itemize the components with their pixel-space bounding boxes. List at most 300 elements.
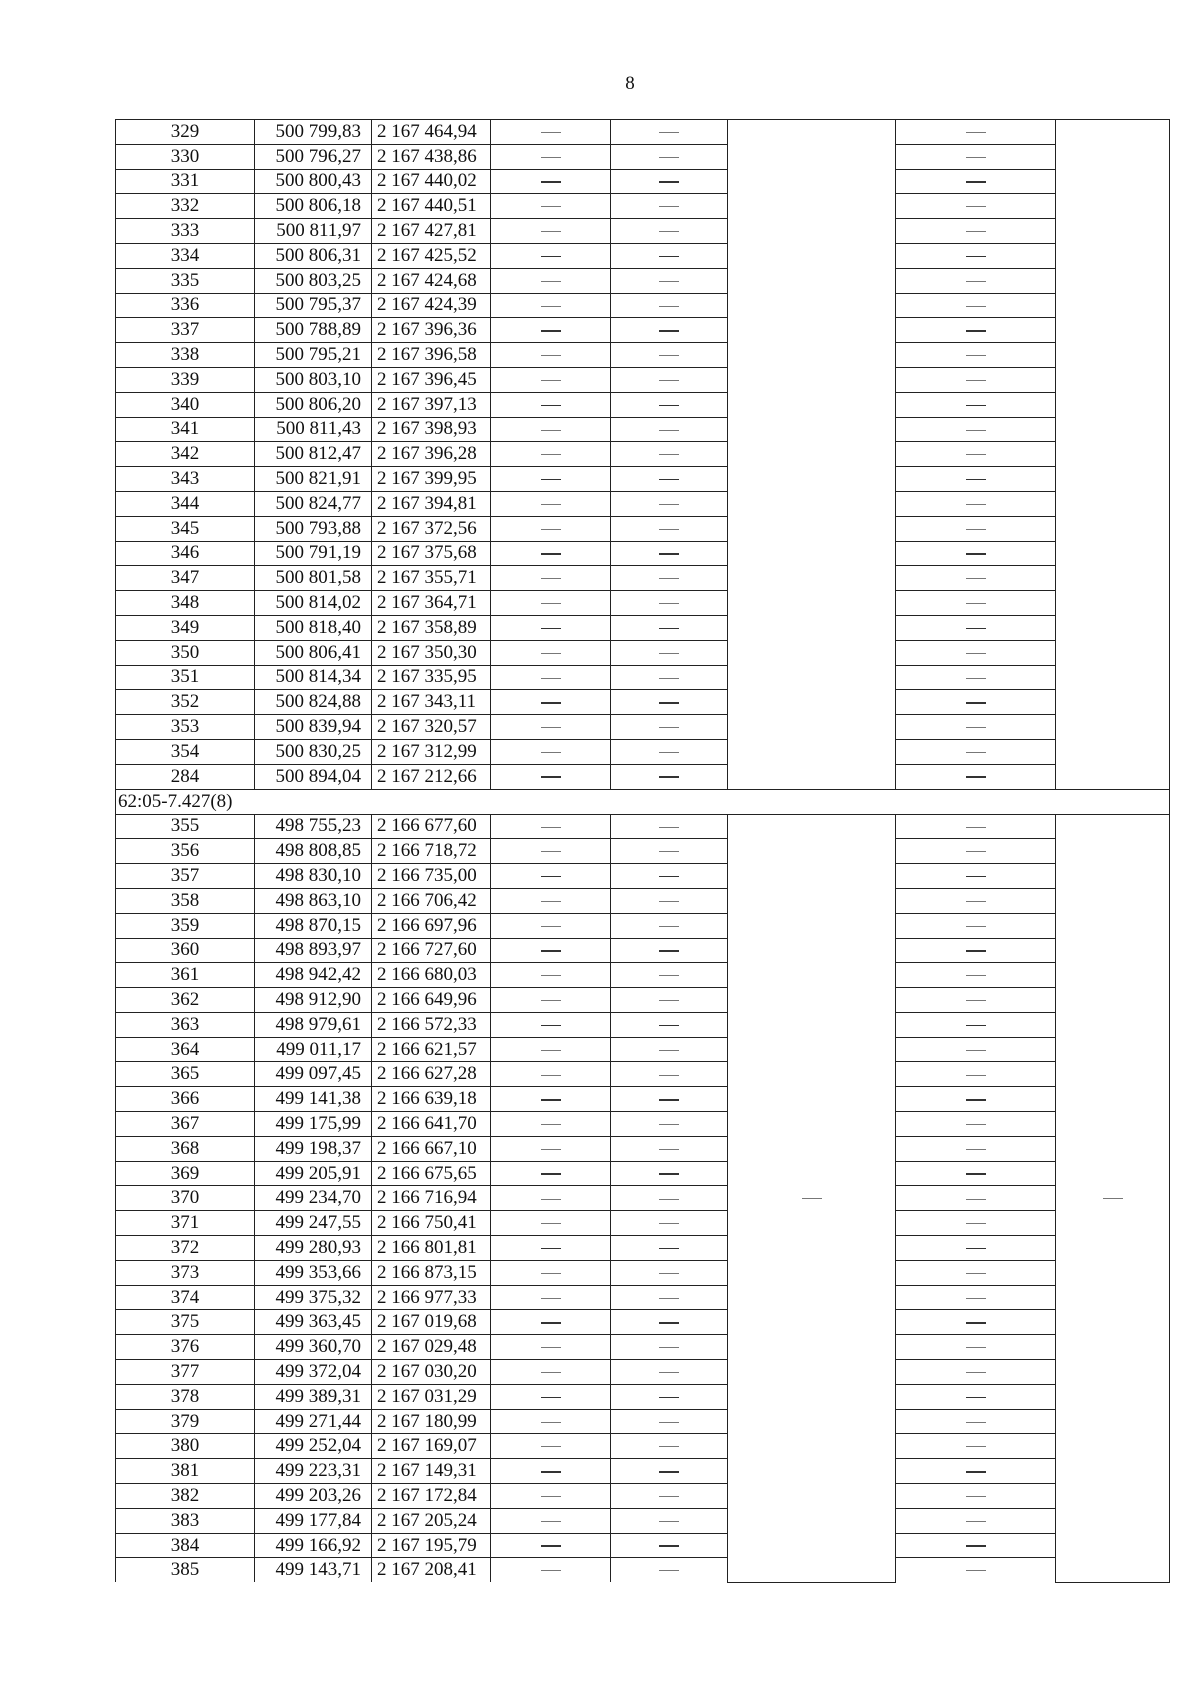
dash-mark	[541, 206, 561, 207]
dash-mark	[541, 1248, 561, 1250]
dash-cell	[611, 1384, 728, 1409]
dash-mark	[659, 901, 679, 902]
dash-cell	[491, 194, 611, 219]
dash-mark	[966, 603, 986, 604]
dash-mark	[541, 1496, 561, 1497]
dash-mark	[541, 603, 561, 604]
point-number-cell: 364	[116, 1037, 255, 1062]
dash-cell	[611, 1012, 728, 1037]
y-coordinate-cell: 2 167 019,68	[372, 1310, 491, 1335]
dash-mark	[966, 504, 986, 505]
dash-mark	[659, 553, 679, 555]
point-number-cell: 337	[116, 318, 255, 343]
dash-mark	[659, 1521, 679, 1522]
dash-cell	[611, 1484, 728, 1509]
x-coordinate-cell: 499 205,91	[255, 1161, 372, 1186]
dash-cell	[491, 1558, 611, 1582]
point-number-cell: 284	[116, 764, 255, 789]
dash-mark	[659, 1322, 679, 1324]
point-number-cell: 360	[116, 938, 255, 963]
dash-cell	[491, 591, 611, 616]
dash-mark	[966, 306, 986, 307]
dash-mark	[659, 1446, 679, 1447]
y-coordinate-cell: 2 167 464,94	[372, 120, 491, 145]
x-coordinate-cell: 499 353,66	[255, 1260, 372, 1285]
dash-mark	[966, 1422, 986, 1423]
y-coordinate-cell: 2 166 716,94	[372, 1186, 491, 1211]
dash-cell	[896, 367, 1056, 392]
dash-mark	[541, 1199, 561, 1200]
y-coordinate-cell: 2 167 364,71	[372, 591, 491, 616]
dash-cell	[896, 392, 1056, 417]
dash-cell	[491, 1409, 611, 1434]
table-row	[116, 392, 1170, 417]
dash-cell	[896, 268, 1056, 293]
dash-cell	[611, 839, 728, 864]
table-row	[116, 715, 1170, 740]
x-coordinate-cell: 499 375,32	[255, 1285, 372, 1310]
dash-mark	[541, 256, 561, 258]
point-number-cell: 361	[116, 963, 255, 988]
dash-cell	[611, 541, 728, 566]
table-row	[116, 541, 1170, 566]
dash-mark	[966, 1173, 986, 1175]
y-coordinate-cell: 2 167 427,81	[372, 219, 491, 244]
dash-cell	[491, 739, 611, 764]
dash-cell	[611, 715, 728, 740]
y-coordinate-cell: 2 166 627,28	[372, 1062, 491, 1087]
y-coordinate-cell: 2 167 396,36	[372, 318, 491, 343]
dash-mark	[541, 430, 561, 431]
x-coordinate-cell: 498 755,23	[255, 814, 372, 839]
dash-mark	[541, 876, 561, 878]
x-coordinate-cell: 500 791,19	[255, 541, 372, 566]
dash-cell	[896, 1112, 1056, 1137]
dash-mark	[966, 776, 986, 778]
dash-mark	[659, 1471, 679, 1473]
point-number-cell: 375	[116, 1310, 255, 1335]
y-coordinate-cell: 2 167 030,20	[372, 1360, 491, 1385]
dash-cell	[896, 1285, 1056, 1310]
point-number-cell: 380	[116, 1434, 255, 1459]
dash-mark	[659, 578, 679, 579]
table-row	[116, 516, 1170, 541]
dash-cell	[491, 839, 611, 864]
x-coordinate-cell: 499 389,31	[255, 1384, 372, 1409]
x-coordinate-cell: 499 360,70	[255, 1335, 372, 1360]
dash-mark	[541, 231, 561, 232]
y-coordinate-cell: 2 167 149,31	[372, 1459, 491, 1484]
y-coordinate-cell: 2 167 375,68	[372, 541, 491, 566]
dash-cell	[611, 640, 728, 665]
dash-cell	[611, 1236, 728, 1261]
dash-cell	[491, 467, 611, 492]
point-number-cell: 383	[116, 1508, 255, 1533]
dash-mark	[659, 529, 679, 530]
table-row	[116, 615, 1170, 640]
dash-mark	[966, 430, 986, 431]
dash-cell	[896, 467, 1056, 492]
dash-cell	[611, 144, 728, 169]
x-coordinate-cell: 500 795,21	[255, 343, 372, 368]
dash-cell	[491, 864, 611, 889]
y-coordinate-cell: 2 166 727,60	[372, 938, 491, 963]
x-coordinate-cell: 500 806,31	[255, 243, 372, 268]
dash-mark	[966, 256, 986, 258]
table-row	[116, 1012, 1170, 1037]
x-coordinate-cell: 499 141,38	[255, 1087, 372, 1112]
dash-cell	[896, 144, 1056, 169]
dash-mark	[541, 330, 561, 332]
dash-cell	[896, 591, 1056, 616]
dash-cell	[896, 1360, 1056, 1385]
x-coordinate-cell: 498 912,90	[255, 988, 372, 1013]
dash-mark	[541, 950, 561, 952]
dash-cell	[491, 442, 611, 467]
y-coordinate-cell: 2 167 396,45	[372, 367, 491, 392]
dash-mark	[541, 1000, 561, 1001]
x-coordinate-cell: 498 942,42	[255, 963, 372, 988]
dash-mark	[966, 1248, 986, 1250]
dash-cell	[611, 392, 728, 417]
dash-cell	[611, 1335, 728, 1360]
dash-mark	[659, 1273, 679, 1274]
y-coordinate-cell: 2 167 212,66	[372, 764, 491, 789]
dash-mark	[966, 1545, 986, 1547]
dash-mark	[659, 430, 679, 431]
y-coordinate-cell: 2 166 641,70	[372, 1112, 491, 1137]
dash-mark	[659, 702, 679, 704]
dash-mark	[659, 1025, 679, 1027]
dash-cell	[611, 1112, 728, 1137]
table-row	[116, 739, 1170, 764]
table-row	[116, 640, 1170, 665]
x-coordinate-cell: 499 143,71	[255, 1558, 372, 1582]
y-coordinate-cell: 2 167 394,81	[372, 491, 491, 516]
dash-mark	[659, 1248, 679, 1250]
dash-mark	[659, 132, 679, 133]
dash-cell	[611, 442, 728, 467]
dash-mark	[659, 926, 679, 927]
x-coordinate-cell: 498 830,10	[255, 864, 372, 889]
dash-cell	[611, 1037, 728, 1062]
dash-cell	[491, 1012, 611, 1037]
y-coordinate-cell: 2 166 697,96	[372, 913, 491, 938]
x-coordinate-cell: 498 863,10	[255, 888, 372, 913]
dash-cell	[896, 1335, 1056, 1360]
x-coordinate-cell: 500 824,88	[255, 690, 372, 715]
point-number-cell: 351	[116, 665, 255, 690]
table-row	[116, 938, 1170, 963]
dash-mark	[659, 1124, 679, 1125]
dash-cell	[491, 1037, 611, 1062]
point-number-cell: 340	[116, 392, 255, 417]
dash-cell	[896, 814, 1056, 839]
point-number-cell: 379	[116, 1409, 255, 1434]
dash-cell	[611, 1558, 728, 1582]
table-row	[116, 243, 1170, 268]
point-number-cell: 345	[116, 516, 255, 541]
x-coordinate-cell: 500 818,40	[255, 615, 372, 640]
dash-mark	[659, 281, 679, 282]
table-row	[116, 144, 1170, 169]
dash-cell	[896, 120, 1056, 145]
dash-cell	[896, 615, 1056, 640]
x-coordinate-cell: 499 011,17	[255, 1037, 372, 1062]
dash-cell	[491, 169, 611, 194]
dash-cell	[611, 1260, 728, 1285]
point-number-cell: 332	[116, 194, 255, 219]
dash-cell	[896, 715, 1056, 740]
table-row	[116, 1508, 1170, 1533]
dash-mark	[966, 1521, 986, 1522]
x-coordinate-cell: 499 166,92	[255, 1533, 372, 1558]
dash-mark	[659, 975, 679, 976]
y-coordinate-cell: 2 167 195,79	[372, 1533, 491, 1558]
dash-cell	[611, 591, 728, 616]
dash-cell	[491, 1508, 611, 1533]
dash-mark	[659, 1397, 679, 1399]
table-row	[116, 764, 1170, 789]
dash-mark	[541, 1223, 561, 1224]
dash-mark	[966, 926, 986, 927]
dash-cell	[896, 739, 1056, 764]
point-number-cell: 339	[116, 367, 255, 392]
dash-cell	[896, 1310, 1056, 1335]
dash-mark	[966, 1372, 986, 1373]
point-number-cell: 355	[116, 814, 255, 839]
dash-mark	[659, 1223, 679, 1224]
dash-mark	[966, 1223, 986, 1224]
dash-cell	[896, 491, 1056, 516]
dash-mark	[966, 876, 986, 878]
dash-mark	[966, 1322, 986, 1324]
dash-cell	[896, 243, 1056, 268]
dash-cell	[491, 1335, 611, 1360]
dash-cell	[611, 516, 728, 541]
dash-cell	[896, 1062, 1056, 1087]
y-coordinate-cell: 2 166 718,72	[372, 839, 491, 864]
table-row	[116, 1335, 1170, 1360]
dash-cell	[611, 1508, 728, 1533]
table-row	[116, 1434, 1170, 1459]
x-coordinate-cell: 500 839,94	[255, 715, 372, 740]
point-number-cell: 352	[116, 690, 255, 715]
dash-cell	[611, 219, 728, 244]
point-number-cell: 343	[116, 467, 255, 492]
point-number-cell: 368	[116, 1136, 255, 1161]
dash-cell	[491, 1136, 611, 1161]
point-number-cell: 367	[116, 1112, 255, 1137]
dash-cell	[611, 1186, 728, 1211]
dash-cell	[896, 913, 1056, 938]
dash-cell	[896, 1459, 1056, 1484]
x-coordinate-cell: 498 893,97	[255, 938, 372, 963]
y-coordinate-cell: 2 166 572,33	[372, 1012, 491, 1037]
dash-mark	[966, 702, 986, 704]
dash-cell	[896, 1384, 1056, 1409]
dash-cell	[896, 1087, 1056, 1112]
dash-cell	[896, 219, 1056, 244]
y-coordinate-cell: 2 167 355,71	[372, 566, 491, 591]
dash-cell	[896, 690, 1056, 715]
dash-cell	[896, 988, 1056, 1013]
dash-mark	[541, 1075, 561, 1076]
dash-mark	[659, 1545, 679, 1547]
dash-cell	[491, 293, 611, 318]
dash-cell	[491, 640, 611, 665]
dash-mark	[541, 132, 561, 133]
x-coordinate-cell: 500 788,89	[255, 318, 372, 343]
table-row	[116, 963, 1170, 988]
dash-mark	[966, 1347, 986, 1348]
table-row	[116, 442, 1170, 467]
dash-cell	[611, 243, 728, 268]
x-coordinate-cell: 500 806,41	[255, 640, 372, 665]
dash-mark	[541, 281, 561, 282]
dash-cell	[491, 1285, 611, 1310]
dash-mark	[966, 553, 986, 555]
point-number-cell: 334	[116, 243, 255, 268]
dash-mark	[659, 1372, 679, 1373]
dash-mark	[659, 256, 679, 258]
x-coordinate-cell: 498 979,61	[255, 1012, 372, 1037]
dash-mark	[659, 827, 679, 828]
y-coordinate-cell: 2 167 440,02	[372, 169, 491, 194]
dash-mark	[659, 479, 679, 481]
dash-mark	[541, 1322, 561, 1324]
dash-mark	[966, 1273, 986, 1274]
dash-cell	[611, 268, 728, 293]
dash-mark	[966, 851, 986, 852]
dash-cell	[896, 169, 1056, 194]
section-heading: 62:05-7.427(8)	[116, 789, 1170, 814]
y-coordinate-cell: 2 167 031,29	[372, 1384, 491, 1409]
dash-mark	[966, 1025, 986, 1027]
dash-mark	[541, 1124, 561, 1125]
x-coordinate-cell: 499 198,37	[255, 1136, 372, 1161]
dash-mark	[659, 157, 679, 158]
table-row	[116, 169, 1170, 194]
dash-cell	[491, 1384, 611, 1409]
dash-cell	[611, 988, 728, 1013]
dash-cell	[611, 963, 728, 988]
point-number-cell: 369	[116, 1161, 255, 1186]
table-row	[116, 913, 1170, 938]
point-number-cell: 333	[116, 219, 255, 244]
dash-cell	[896, 1037, 1056, 1062]
dash-cell	[611, 467, 728, 492]
dash-mark	[541, 1347, 561, 1348]
dash-mark	[966, 1397, 986, 1399]
table-row	[116, 417, 1170, 442]
table-body	[116, 120, 1170, 1583]
x-coordinate-cell: 499 177,84	[255, 1508, 372, 1533]
dash-mark	[541, 653, 561, 654]
dash-mark	[541, 1173, 561, 1175]
y-coordinate-cell: 2 166 649,96	[372, 988, 491, 1013]
table-row	[116, 1558, 1170, 1582]
dash-cell	[491, 1186, 611, 1211]
x-coordinate-cell: 500 801,58	[255, 566, 372, 591]
point-number-cell: 363	[116, 1012, 255, 1037]
dash-cell	[611, 1533, 728, 1558]
dash-mark	[541, 901, 561, 902]
dash-cell	[896, 1508, 1056, 1533]
table-row	[116, 1136, 1170, 1161]
dash-mark	[541, 851, 561, 852]
point-number-cell: 373	[116, 1260, 255, 1285]
dash-cell	[491, 1161, 611, 1186]
point-number-cell: 382	[116, 1484, 255, 1509]
dash-cell	[611, 1161, 728, 1186]
table-row	[116, 566, 1170, 591]
dash-cell	[896, 1161, 1056, 1186]
y-coordinate-cell: 2 167 396,28	[372, 442, 491, 467]
dash-mark	[659, 950, 679, 952]
dash-mark	[541, 827, 561, 828]
x-coordinate-cell: 500 803,10	[255, 367, 372, 392]
table-row	[116, 1409, 1170, 1434]
dash-cell	[491, 913, 611, 938]
dash-cell	[491, 814, 611, 839]
table-row	[116, 1484, 1170, 1509]
dash-cell	[491, 516, 611, 541]
table-row	[116, 318, 1170, 343]
dash-mark	[966, 1099, 986, 1101]
dash-mark	[659, 653, 679, 654]
dash-cell	[491, 392, 611, 417]
y-coordinate-cell: 2 167 424,39	[372, 293, 491, 318]
y-coordinate-cell: 2 166 680,03	[372, 963, 491, 988]
dash-cell	[491, 938, 611, 963]
dash-cell	[491, 1434, 611, 1459]
dash-cell	[491, 417, 611, 442]
dash-cell	[491, 120, 611, 145]
table-row	[116, 1236, 1170, 1261]
dash-mark	[659, 206, 679, 207]
dash-mark	[659, 851, 679, 852]
dash-mark	[541, 1570, 561, 1571]
dash-mark	[659, 1149, 679, 1150]
table-row	[116, 814, 1170, 839]
point-number-cell: 347	[116, 566, 255, 591]
dash-mark	[541, 678, 561, 679]
dash-cell	[896, 1260, 1056, 1285]
y-coordinate-cell: 2 167 440,51	[372, 194, 491, 219]
table-row	[116, 1037, 1170, 1062]
merged-column-cell	[728, 814, 896, 1582]
dash-cell	[611, 1285, 728, 1310]
y-coordinate-cell: 2 166 873,15	[372, 1260, 491, 1285]
dash-mark	[659, 231, 679, 232]
y-coordinate-cell: 2 167 398,93	[372, 417, 491, 442]
x-coordinate-cell: 499 203,26	[255, 1484, 372, 1509]
table-row	[116, 1260, 1170, 1285]
point-number-cell: 342	[116, 442, 255, 467]
dash-mark	[659, 1199, 679, 1200]
dash-cell	[896, 839, 1056, 864]
dash-mark	[541, 752, 561, 753]
dash-cell	[491, 665, 611, 690]
dash-cell	[491, 1062, 611, 1087]
dash-mark	[541, 504, 561, 505]
dash-mark	[541, 479, 561, 481]
table-row	[116, 491, 1170, 516]
dash-mark	[659, 1000, 679, 1001]
dash-cell	[611, 1062, 728, 1087]
dash-mark	[659, 1050, 679, 1051]
